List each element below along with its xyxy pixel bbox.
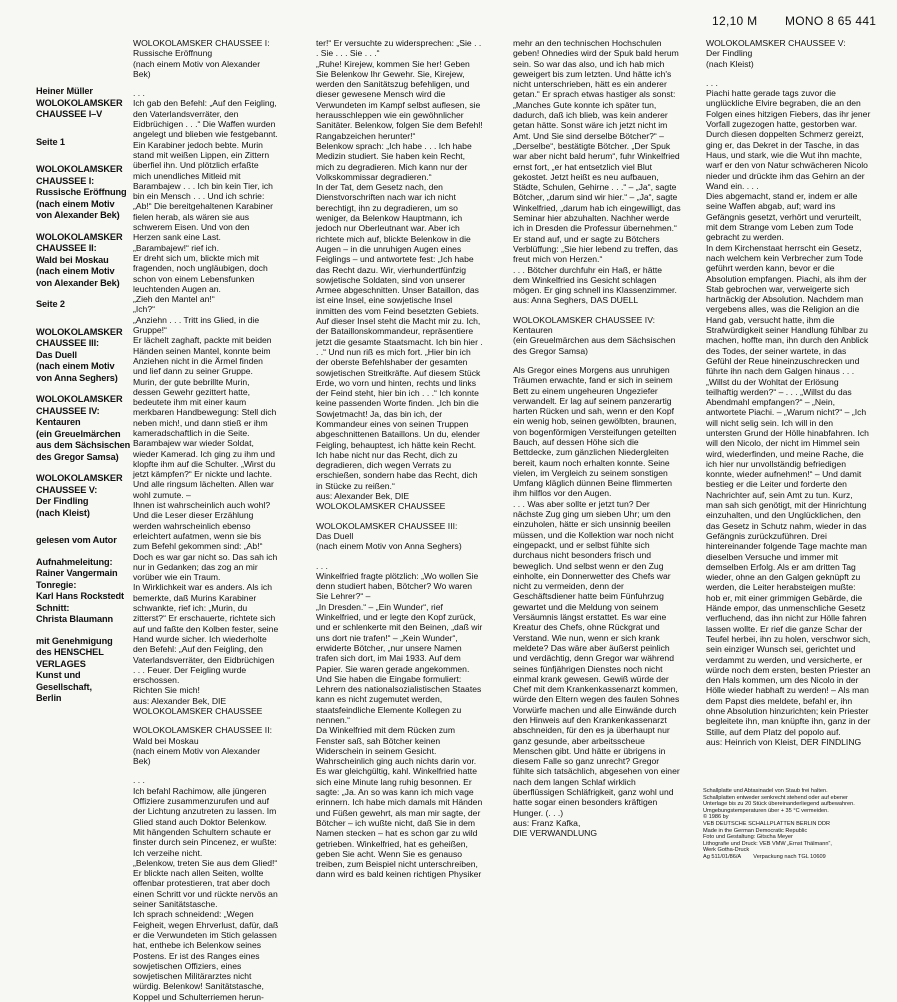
text-column-4 — [706, 38, 871, 786]
credit-block: WOLOKOLAMSKER CHAUSSEE III: Das Duell (nach einem Motiv von Anna Seghers) — [36, 326, 123, 383]
fineprint-line: © 1986 by — [703, 814, 729, 821]
text-block: . . . Ich befahl Rachimow, alle jüngeren Offiziere zusammenzurufen und auf der Lichtung anzutreten zu lassen. Im Glied stand auch Doktor Belenkow. Mit hängenden Schultern schaute er finster durch sein Pincenez, er wußte: Ich verzeihe nicht. „Belenkow, treten Sie aus dem Glied!“ Er blickte nach allen Seiten, wollte offenbar protestieren, trat aber doch einen Schritt vor und rückte nervös an seiner Sanitätstasche. Ich sprach schneidend: „Wegen Feigheit, wegen Ehrverlust, dafür, daß er die Verwundeten im Stich gelassen hat, enthebe ich Belenkow seines Postens. Er ist des Ranges eines sowjetischen Offiziers, eines sowjetischen Militärarztes nicht würdig. Belenkow! Sanitätstasche, Koppel und Schulterriemen herun- — [133, 775, 279, 1002]
text-block: WOLOKOLAMSKER CHAUSSEE IV: Kentauren (ein Greuelmärchen aus dem Sächsischen des Gregor Samsa) — [513, 314, 676, 356]
fineprint-line: VEB DEUTSCHE SCHALLPLATTEN BERLIN DDR — [703, 820, 831, 827]
text-column-2 — [316, 38, 484, 898]
fineprint-line: Foto und Gestaltung: Gitscha Meyer — [703, 834, 793, 841]
credit-block: Heiner Müller WOLOKOLAMSKER CHAUSSEE I–V — [36, 86, 123, 119]
credit-block: gelesen vom Autor — [36, 535, 117, 545]
duration-label: 12,10 M — [712, 14, 758, 28]
text-block: mehr an den technischen Hochschulen geben! Ohnedies wird der Spuk bald herum sein. So war das also, und ich hab mich geweigert bis zum letzten. Und hätte ich's nicht unterschrieben, hätt es ein anderer getan.“ Er sprach etwas hastiger als sonst: „Manches Gute konnte ich später tun, dadurch, daß ich blieb, was kein anderer getan hätte. Sonst wäre ich jetzt nicht im Amt. Und Sie sind derselbe Bötcher?“ – „Derselbe“, bestätigte Bötcher. „Der Spuk war aber nicht bald herum“, fuhr Winkelfried ernst fort, „er hat entsetzlich viel Blut gekostet. Jetzt heißt es neu aufbauen, Städte, Schulen, Gehirne . . .“ – „Ja“, sagte Bötcher, „darum sind wir hier.“ – „Ja“, sagte Winkelfried, „darum hab ich eingewilligt, das Seminar hier abzuhalten. Nachher werde ich in Dresden die Professur übernehmen.“ Er stand auf, und er sagte zu Bötchers Verblüffung: „Sie hier lebend zu treffen, das freut mich von Herzen.“ . . . Bötcher durchfuhr ein Haß, er hätte dem Winkelfried ins Gesicht schlagen mögen. Er ging schnell ins Klassenzimmer. aus: Anna Seghers, DAS DUELL — [513, 38, 681, 306]
fineprint-line: Schallplatte und Abtasinadel von Staub frei halten. — [703, 788, 828, 794]
credit-block: Seite 2 — [36, 299, 65, 309]
fineprint-line: Ag 511/01/86/A Verpackung nach TGL 10609 — [703, 853, 826, 860]
credit-block: Seite 1 — [36, 136, 65, 147]
credits-column — [36, 86, 144, 715]
fineprint-line: Umgebungstemperaturen über + 35 °C vermeiden. — [703, 807, 829, 814]
text-column-3 — [513, 38, 681, 898]
fineprint-line: Made in the German Democratic Republic — [703, 827, 808, 834]
credit-block: mit Genehmigung des HENSCHEL VERLAGES Kunst und Gesellschaft, Berlin — [36, 635, 113, 703]
text-block: ter!“ Er versuchte zu widersprechen: „Sie . . . Sie . . . Sie . . .“ „Ruhe! Kirejew, kommen Sie her! Geben Sie Belenkow Ihr Gewehr. Sie, Kirejew, werden den Sanitätszug befehligen, und dieser gewesene Mensch wird die Verwundeten im Kampf selbst auflesen, sie herausschleppen wie ein gewöhnlicher Sanitäter. Belenkow, folgen Sie dem Befehl! Rangabzeichen herunter!“ Belenkow sprach: „Ich habe . . . Ich habe Medizin studiert. Sie haben kein Recht, mich zu degradieren. Mich kann nur der Volkskommissar degradieren.“ In der Tat, dem Gesetz nach, den Dienstvorschriften nach war ich nicht berechtigt, ihn zu degradieren, um so weniger, da Belenkow Hauptmann, ich jedoch nur Oberleutnant war. Aber ich richtete mich auf, blickte Belenkow in die Augen – in die unruhigen Augen eines Feiglings – und antwortete fest: „Ich habe das Recht dazu. Wir, vierhundertfünfzig sowjetische Soldaten, sind von unserer Armee abgeschnitten. Unser Bataillon, das ist eine Insel, eine sowjetische Insel inmitten des vom Feind besetzten Gebiets. Auf dieser Insel steht die Macht mir zu. Ich, der Bataillonskommandeur, repräsentiere jetzt die gesamte Staatsmacht. Ich bin hier . . .“ Und nun riß es mich fort. „Hier bin ich der oberste Befehlshaber der gesamten sowjetischen Streitkräfte. Auf diesem Stück Erde, wo vorn und hinten, rechts und links der Feind steht, hier bin ich . . .“ Ich konnte keine passenden Worte finden. „Ich bin die Sowjetmacht! Ja, das bin ich, der Kommandeur eines von seinen Truppen abgeschnittenen Bataillons. Un du, elender Feigling, behauptest, ich hätte kein Recht. Ich habe nicht nur das Recht, dich zu degradieren, dich wegen Verrats zu erschießen, sondern habe das Recht, dich in Stücke zu reißen.“ aus: Alexander Bek, DIE WOLOKOLAMSKER CHAUSSEE — [316, 38, 483, 512]
fineprint-line: Unterlage bis zu 20 Stück übereinanderliegend aufbewahren. — [703, 801, 855, 808]
fineprint-line: Werk Gotha-Druck — [703, 847, 750, 854]
catalog-number: MONO 8 65 441 — [785, 14, 877, 28]
fineprint-block — [703, 788, 893, 861]
text-block: WOLOKOLAMSKER CHAUSSEE V: Der Findling (nach Kleist) — [706, 38, 846, 69]
credit-block: Aufnahmeleitung: Rainer Vangermain Tonregie: Karl Hans Rockstedt Schnitt: Christa Blaumann — [36, 556, 124, 624]
text-column-1 — [133, 38, 279, 1002]
fineprint-line: Schallplatten entweder senkrecht stehend oder auf ebener — [703, 794, 848, 801]
fineprint-line: Lithografie und Druck: VEB VMW „Ernst Thälmann“, — [703, 840, 832, 847]
text-block: WOLOKOLAMSKER CHAUSSEE III: Das Duell (nach einem Motiv von Anna Seghers) — [316, 520, 462, 552]
text-block: Als Gregor eines Morgens aus unruhigen Träumen erwachte, fand er sich in seinem Bett zu einem ungeheuren Ungeziefer verwandelt. Er lag auf seinem panzerartig harten Rücken und sah, wenn er den Kopf ein wenig hob, seinen gewölbten, braunen, von bogenförmigen Versteifungen geteilten Bauch, auf dessen Höhe sich die Bettdecke, zum gänzlichen Niedergleiten bereit, kaum noch erhalten konnte. Seine vielen, im Vergleich zu seinem sonstigen Umfang kläglich dünnen Beine flimmerten ihm hilflos vor den Augen. . . . Was aber sollte er jetzt tun? Der nächste Zug ging um sieben Uhr; um den einzuholen, hätte er sich unsinnig beeilen müssen, und die Kollektion war noch nicht eingepackt, und er selbst fühlte sich durchaus nicht besonders frisch und beweglich. Und selbst wenn er den Zug einholte, ein Donnerwetter des Chefs war nicht zu vermeiden, denn der Geschäftsdiener hatte beim Fünfuhrzug gewartet und die Meldung von seinem Versäumnis längst erstattet. Es war eine Kreatur des Chefs, ohne Rückgrat und Verstand. Wie nun, wenn er sich krank meldete? Das wäre aber äußerst peinlich und verdächtig, denn Gregor war während seines fünfjährigen Dienstes noch nicht einmal krank gewesen. Gewiß würde der Chef mit dem Krankenkassenarzt kommen, würde den Eltern wegen des faulen Sohnes Vorwürfe machen und alle Einwände durch den Hinweis auf den Krankenkassenarzt abschneiden, für den es ja überhaupt nur ganz gesunde, aber arbeitsscheue Menschen gibt. Und hätte er übrigens in diesem Falle so ganz unrecht? Gregor fühlte sich tatsächlich, abgesehen von einer nach dem langen Schlaf wirklich überflüssigen Schläfrigkeit, ganz wohl und hatte sogar einen besonders kräftigen Hunger. (. . .) aus: Franz Kafka, DIE VERWANDLUNG — [513, 364, 680, 839]
credit-block: WOLOKOLAMSKER CHAUSSEE V: Der Findling (nach Kleist) — [36, 473, 123, 518]
text-block: . . . Winkelfried fragte plötzlich: „Wo wollen Sie denn studiert haben, Bötcher? Wo waren Sie Lehrer?“ – „In Dresden.“ – „Ein Wunder“, rief Winkelfried, und er legte den Kopf zurück, und er schlenkerte mit den Beinen, „daß wir uns dort nie trafen!“ – „Kein Wunder“, erwiderte Bötcher, „nur unsere Namen trafen sich dort, im Mai 1933. Auf dem Papier. Sie waren gerade angekommen. Und Sie haben die Eingabe formuliert: Lehrern des nationalsozialistischen Staates kann es nicht zugemutet werden, staatsfeindliche Elemente Kollegen zu nennen.“ Da Winkelfried mit dem Rücken zum Fenster saß, sah Bötcher keinen Widerschein in seinem Gesicht. Wahrscheinlich ging auch nichts darin vor. Es war gleichgültig, kahl. Winkelfried hatte sich eine Minute lang ruhig besonnen. Er sagte: „Ja. An so was kann ich mich vage erinnern. Ich habe mich damals mit Händen und Füßen gewehrt, als man mir sagte, der Bötcher – ich wußte nicht, daß Sie in dem Namen stecken – hat es schon gar zu wild getrieben. Winkelfried, hat es geheißen, geben Sie acht. Wenn Sie es genauso treiben, zum Beispiel nicht unterschreiben, dann wird es bald keinen richtigen Physiker — [316, 560, 483, 880]
text-block: . . . Ich gab den Befehl: „Auf den Feigling, den Vaterlandsverräter, den Eidbrüchigen . . .“ Die Waffen wurden angelegt und blieben wie festgebannt. Ein Karabiner jedoch bebte. Murin stand mit weißen Lippen, ein Zittern überfiel ihn. Und plötzlich erfaßte mich unendliches Mitleid mit Barambajew . . . Ich bin kein Tier, ich bin ein Mensch . . . Und ich schrie: „Ab!“ Die bereitgehaltenen Karabiner fielen herab, als wären sie aus schwerem Eisen. Und von den Herzen sank eine Last. „Barambajew!“ rief ich. Er dreht sich um, blickte mich mit fragenden, noch ungläubigen, doch schon von einem Lebensfunken leuchtenden Augen an. „Zieh den Mantel an!“ „Ich?“ „Anziehn . . . Tritt ins Glied, in die Gruppe!“ Er lächelt zaghaft, packte mit beiden Händen seinen Mantel, konnte beim Anziehen nicht in die Ärmel finden und lief dann zu seiner Gruppe. Murin, der gute bebrillte Murin, dessen Gewehr gezittert hatte, bedeutete ihm mit einer kaum merkbaren Handbewegung: Stell dich neben mich!, und dann stieß er ihm kameradschaftlich in die Seite. Barambajew war wieder Soldat, wieder Kamerad. Ich ging zu ihm und klopfte ihm auf die Schulter. „Wirst du jetzt kämpfen?“ Er nickte und lachte. Und alle ringsum lächelten. Allen war wohl zumute. – Ihnen ist wahrscheinlich auch wohl? Und die Leser dieser Erzählung werden wahrscheinlich ebenso erleichtert aufatmen, wenn sie bis zum Befehl gekommen sind: „Ab!“ Doch es war gar nicht so. Das sah ich nur in Gedanken; das zog an mir vorüber wie ein Traum. In Wirklichkeit war es anders. Als ich bemerkte, daß Murins Karabiner schwankte, rief ich: „Murin, du zitterst?“ Er erschauerte, richtete sich auf und faßte den Kolben fester, seine Hand wurde sicher. Ich wiederholte den Befehl: „Auf den Feigling, den Vaterlandsverräter, den Eidbrüchigen . . . Feuer. Der Feigling wurde erschossen. Richten Sie mich! aus: Alexander Bek, DIE WOLOKOLAMSKER CHAUSSEE — [133, 88, 279, 716]
credit-block: WOLOKOLAMSKER CHAUSSEE II: Wald bei Moskau (nach einem Motiv von Alexander Bek) — [36, 231, 123, 288]
text-block: WOLOKOLAMSKER CHAUSSEE I: Russische Eröffnung (nach einem Motiv von Alexander Bek) — [133, 38, 270, 79]
text-block: . . . Piachi hatte gerade tags zuvor die unglückliche Elvire begraben, die an den Folgen eines hitzigen Fiebers, das ihr jener Vorfall zugezogen hatte, gestorben war. Durch diesen doppelten Schmerz gereizt, ging er, das Dekret in der Tasche, in das Haus, und stark, wie die Wut ihn machte, warf er den von Natur schwächeren Nicolo nieder und drückte ihm das Gehirn an der Wand ein. . . . Dies abgemacht, stand er, indem er alle seine Waffen abgab, auf; ward ins Gefängnis gesetzt, verhört und verurteilt, mit dem Strange vom Leben zum Tode gebracht zu werden. In dem Kirchenstaat herrscht ein Gesetz, nach welchem kein Verbrecher zum Tode geführt werden kann, bevor er die Absolution empfangen. Piachi, als ihm der Stab gebrochen war, verweigerte sich hartnäckig der Absolution. Nachdem man vergebens alles, was die Religion an die Hand gab, versucht hatte, ihm die Strafwürdigkeit seiner Handlung fühlbar zu machen, hoffte man, ihn durch den Anblick des Todes, der seiner wartete, in das Gefühl der Reue hineinzuschrecken und führte ihn nach dem Galgen hinaus . . . „Willst du der Wohltat der Erlösung teilhaftig werden?“ – . . . „Willst du das Abendmahl empfangen?“ – „Nein, antwortete Piachi. – „Warum nicht?“ – „Ich will nicht selig sein. Ich will in den untersten Grund der Hölle hinabfahren. Ich will den Nicolo, der nicht im Himmel sein wird, wiederfinden, und meine Rache, die ich hier nur unvollständig befriedigen konnte, wieder aufnehmen!“ – Und damit bestieg er die Leiter und forderte den Nachrichter auf, sein Amt zu tun. Kurz, man sah sich genötigt, mit der Hinrichtung einzuhalten, und den Unglücklichen, den das Gesetz in Schutz nahm, wieder in das Gefängnis zurückzuführen. Drei hintereinander folgende Tage machte man dieselben Versuche und immer mit demselben Erfolg. Als er am dritten Tag wieder, ohne an den Galgen geknüpft zu werden, die Leiter herabsteigen mußte: hob er, mit einer grimmigen Gebärde, die Hände empor, das unmenschliche Gesetz verfluchend, das ihn nicht zur Hölle fahren lassen wollte. Er rief die ganze Schar der Teufel herbei, ihn zu holen, verschwor sich, sein einziger Wunsch sei, gerichtet und verdammt zu werden, und versicherte, er würde noch dem ersten, besten Priester an den Hals kommen, um des Nicolo in der Hölle wieder habhaft zu werden! – Als man dem Papst dies meldete, befahl er, ihn ohne Absolution hinzurichten; kein Priester begleitete ihn, man knüpfte ihn, ganz in der Stille, auf dem Platz del popolo auf. aus: Heinrich von Kleist, DER FINDLING — [706, 77, 871, 747]
credit-block: WOLOKOLAMSKER CHAUSSEE IV: Kentauren (ein Greuelmärchen aus dem Sächsischen des Gregor Samsa) — [36, 394, 131, 462]
text-block: WOLOKOLAMSKER CHAUSSEE II: Wald bei Moskau (nach einem Motiv von Alexander Bek) — [133, 725, 272, 767]
credit-block: WOLOKOLAMSKER CHAUSSEE I: Russische Eröffnung (nach einem Motiv von Alexander Bek) — [36, 164, 127, 220]
